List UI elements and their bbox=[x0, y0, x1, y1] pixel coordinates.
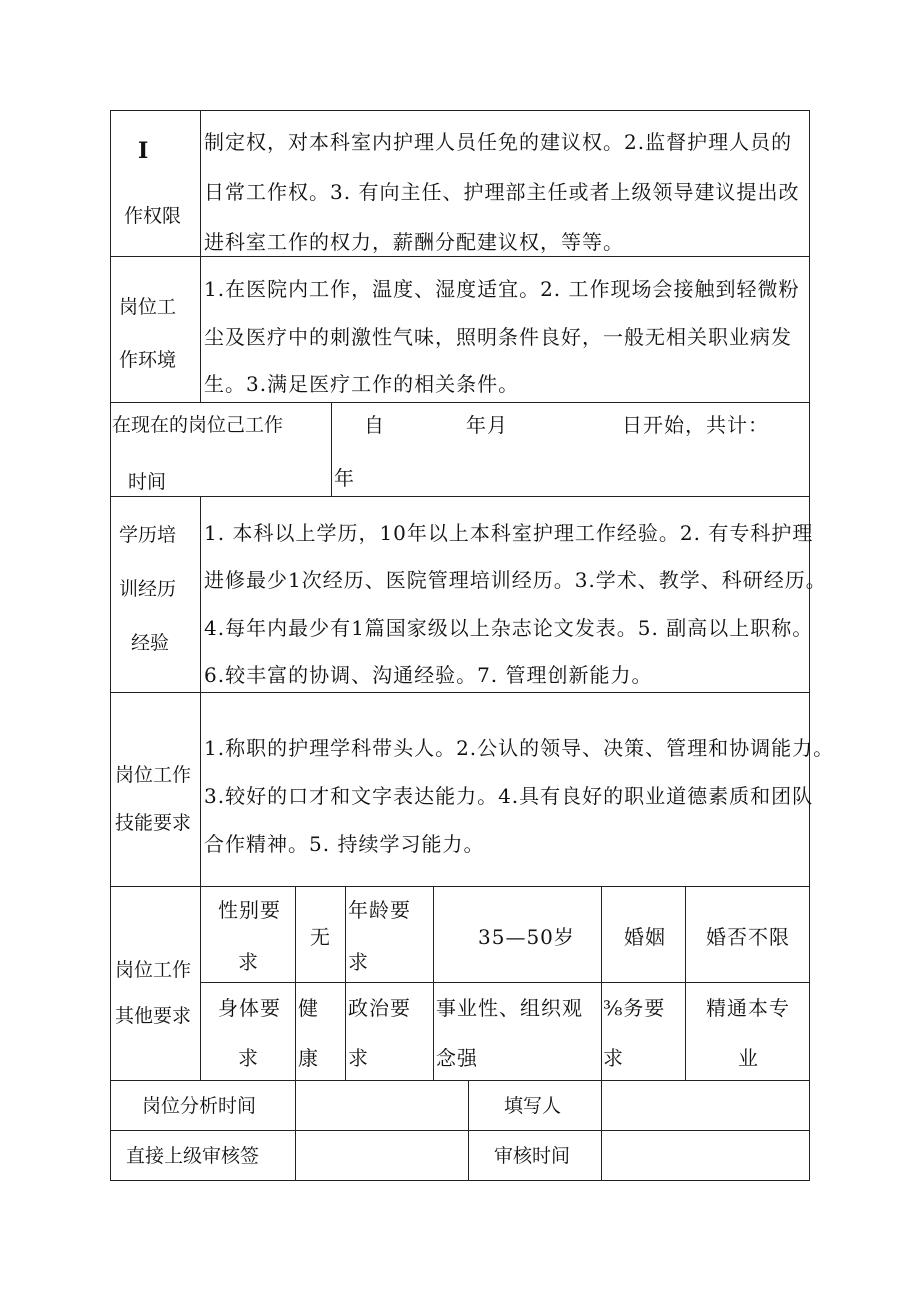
skills-text-line: 3.较好的口才和文字表达能力。4.具有良好的职业道德素质和团队 bbox=[204, 784, 814, 808]
authority-label-line1: I bbox=[138, 138, 150, 164]
age-label-line1: 年龄要 bbox=[348, 898, 411, 922]
other-label-line1: 岗位工作 bbox=[115, 959, 192, 981]
authority-text-line: 制定权，对本科室内护理人员任免的建议权。2.监督护理人员的 bbox=[204, 130, 793, 154]
analysis-time-label: 岗位分析时间 bbox=[142, 1095, 257, 1117]
business-value-line1: 精通本专 bbox=[706, 996, 790, 1020]
education-text-line: 进修最少1次经历、医院管理培训经历。3.学术、教学、科研经历。 bbox=[204, 568, 827, 592]
skills-label-line1: 岗位工作 bbox=[115, 764, 192, 786]
politics-value-line2: 念强 bbox=[436, 1046, 478, 1070]
table-border-right bbox=[809, 110, 810, 1181]
authority-text-line: 日常工作权。3. 有向主任、护理部主任或者上级领导建议提出改 bbox=[204, 180, 800, 204]
table-border-bottom bbox=[110, 1180, 810, 1181]
tenure-day-start: 日开始，共计： bbox=[622, 413, 769, 437]
environment-text-line: 尘及医疗中的刺激性气味，照明条件良好，一般无相关职业病发 bbox=[204, 325, 792, 349]
education-text-line: 1. 本科以上学历，10年以上本科室护理工作经验。2. 有专科护理 bbox=[204, 521, 814, 545]
marriage-value: 婚否不限 bbox=[706, 925, 790, 949]
environment-label-line1: 岗位工 bbox=[119, 296, 177, 318]
table-border-top bbox=[110, 110, 810, 111]
health-label-line2: 求 bbox=[238, 1046, 259, 1070]
other-label-line2: 其他要求 bbox=[115, 1005, 192, 1027]
tenure-years: 年 bbox=[334, 466, 355, 490]
col-divider bbox=[200, 110, 201, 402]
marriage-label: 婚姻 bbox=[624, 925, 666, 949]
skills-text-line: 1.称职的护理学科带头人。2.公认的领导、决策、管理和协调能力。 bbox=[204, 736, 835, 760]
filled-by-label: 填写人 bbox=[504, 1095, 562, 1117]
health-label-line1: 身体要 bbox=[218, 996, 281, 1020]
age-label-line2: 求 bbox=[348, 950, 369, 974]
row-divider bbox=[110, 496, 810, 497]
row-divider bbox=[110, 886, 810, 887]
politics-label-line1: 政治要 bbox=[348, 996, 411, 1020]
politics-label-line2: 求 bbox=[348, 1046, 369, 1070]
gender-value: 无 bbox=[310, 925, 331, 949]
authority-label-line2: 作权限 bbox=[124, 205, 182, 227]
table-border-left bbox=[110, 110, 111, 1181]
col-divider bbox=[601, 886, 602, 1080]
education-text-line: 4.每年内最少有1篇国家级以上杂志论文发表。5. 副高以上职称。 bbox=[204, 616, 814, 640]
environment-text-line: 生。3.满足医疗工作的相关条件。 bbox=[204, 372, 520, 396]
row-divider bbox=[110, 256, 810, 257]
row-divider bbox=[110, 692, 810, 693]
tenure-label-line2: 时间 bbox=[128, 471, 167, 493]
tenure-from: 自 bbox=[364, 413, 385, 437]
col-divider bbox=[200, 496, 201, 1080]
education-label-line1: 学历培 bbox=[119, 524, 177, 546]
education-label-line2: 训经历 bbox=[119, 578, 177, 600]
health-value-line2: 康 bbox=[298, 1046, 319, 1070]
filled-by-field[interactable] bbox=[602, 1081, 808, 1129]
supervisor-sign-label: 直接上级审核签 bbox=[126, 1145, 260, 1167]
col-divider bbox=[468, 1080, 469, 1180]
age-value: 35—50岁 bbox=[478, 925, 575, 949]
supervisor-sign-field[interactable] bbox=[296, 1131, 467, 1179]
analysis-time-field[interactable] bbox=[296, 1081, 467, 1129]
business-label-line2: 求 bbox=[603, 1046, 624, 1070]
environment-label-line2: 作环境 bbox=[119, 349, 177, 371]
politics-value-line1: 事业性、组织观 bbox=[436, 996, 583, 1020]
business-value-line2: 业 bbox=[738, 1046, 759, 1070]
skills-label-line2: 技能要求 bbox=[115, 812, 192, 834]
row-divider bbox=[200, 982, 810, 983]
environment-text-line: 1.在医院内工作，温度、湿度适宜。2. 工作现场会接触到轻微粉 bbox=[204, 277, 800, 301]
education-text-line: 6.较丰富的协调、沟通经验。7. 管理创新能力。 bbox=[204, 663, 653, 687]
health-value-line1: 健 bbox=[298, 996, 319, 1020]
review-time-label: 审核时间 bbox=[494, 1145, 571, 1167]
col-divider bbox=[345, 886, 346, 1080]
col-divider bbox=[433, 886, 434, 1080]
row-divider bbox=[110, 402, 810, 403]
skills-text-line: 合作精神。5. 持续学习能力。 bbox=[204, 832, 485, 856]
review-time-field[interactable] bbox=[602, 1131, 808, 1179]
col-divider bbox=[331, 402, 332, 496]
col-divider bbox=[295, 886, 296, 1080]
tenure-year-month: 年月 bbox=[466, 413, 508, 437]
col-divider bbox=[685, 886, 686, 1080]
gender-label-line2: 求 bbox=[238, 950, 259, 974]
business-label-line1: ⅜务要 bbox=[603, 996, 666, 1020]
education-label-line3: 经验 bbox=[131, 632, 170, 654]
gender-label-line1: 性别要 bbox=[218, 898, 281, 922]
tenure-label-line1: 在现在的岗位己工作 bbox=[112, 414, 284, 436]
authority-text-line: 进科室工作的权力，薪酬分配建议权，等等。 bbox=[204, 230, 624, 254]
